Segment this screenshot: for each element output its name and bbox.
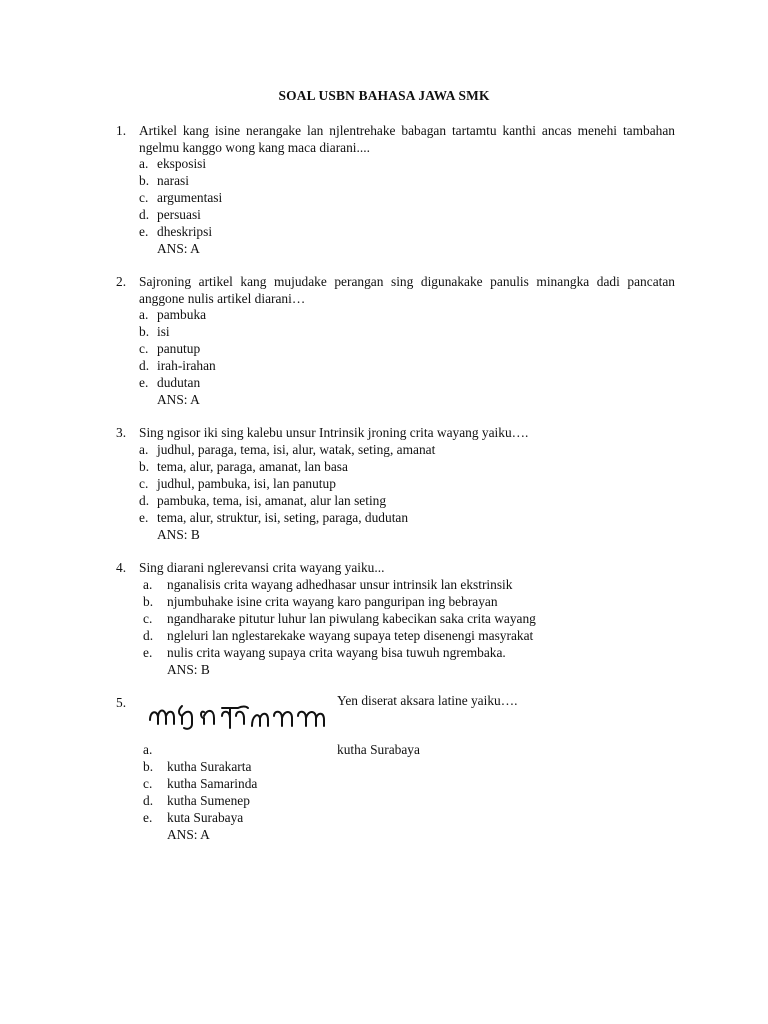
question-2-option-c: c. panutup xyxy=(139,341,201,356)
question-5-number: 5. xyxy=(116,695,127,710)
question-1-number: 1. xyxy=(116,123,127,138)
javanese-script-glyphs xyxy=(148,698,328,734)
document-title: SOAL USBN BAHASA JAWA SMK xyxy=(278,88,490,103)
question-1-text: Artikel kang isine nerangake lan njlentrehake babagan tartamtu kanthi ancas menehi tambahan ngelmu kanggo wong kang maca diarani.... xyxy=(139,123,675,155)
question-2-number: 2. xyxy=(116,274,127,289)
question-2-option-e: e. dudutan xyxy=(139,375,201,390)
question-5-answer: ANS: A xyxy=(167,827,210,842)
question-3-option-a: a. judhul, paraga, tema, isi, alur, watak, seting, amanat xyxy=(139,442,436,457)
question-2-text: Sajroning artikel kang mujudake perangan sing digunakake panulis minangka dadi pancatan anggone nulis artikel diarani… xyxy=(139,274,675,306)
question-4-text: Sing diarani nglerevansi crita wayang yaiku... xyxy=(139,560,385,575)
question-5-option-a-letter: a. xyxy=(143,742,153,757)
question-1-option-a: a. eksposisi xyxy=(139,156,207,171)
question-2-option-a: a. pambuka xyxy=(139,307,207,322)
question-3-option-e: e. tema, alur, struktur, isi, seting, paraga, dudutan xyxy=(139,510,409,525)
question-4-option-a: a. nganalisis crita wayang adhedhasar unsur intrinsik lan ekstrinsik xyxy=(143,577,513,592)
question-5-option-e: e. kuta Surabaya xyxy=(143,810,244,825)
question-1-option-b: b. narasi xyxy=(139,173,189,188)
question-3-number: 3. xyxy=(116,425,127,440)
question-3-text: Sing ngisor iki sing kalebu unsur Intrinsik jroning crita wayang yaiku…. xyxy=(139,425,529,440)
question-4-option-c: c. ngandharake pitutur luhur lan piwulang kabecikan saka crita wayang xyxy=(143,611,536,626)
question-2-option-b: b. isi xyxy=(139,324,170,339)
question-5-option-b: b. kutha Surakarta xyxy=(143,759,252,774)
question-5-option-a-text: kutha Surabaya xyxy=(337,742,420,757)
question-4-answer: ANS: B xyxy=(167,662,210,677)
question-3-option-c: c. judhul, pambuka, isi, lan panutup xyxy=(139,476,336,491)
question-1-option-c: c. argumentasi xyxy=(139,190,223,205)
question-5-text: Yen diserat aksara latine yaiku…. xyxy=(337,693,518,708)
question-5-option-c: c. kutha Samarinda xyxy=(143,776,258,791)
question-1-answer: ANS: A xyxy=(157,241,200,256)
question-3-answer: ANS: B xyxy=(157,527,200,542)
question-2-answer: ANS: A xyxy=(157,392,200,407)
question-5-option-d: d. kutha Sumenep xyxy=(143,793,250,808)
question-3-option-b: b. tema, alur, paraga, amanat, lan basa xyxy=(139,459,348,474)
question-4-option-b: b. njumbuhake isine crita wayang karo panguripan ing bebrayan xyxy=(143,594,498,609)
question-4-option-e: e. nulis crita wayang supaya crita wayang bisa tuwuh ngrembaka. xyxy=(143,645,506,660)
question-3-option-d: d. pambuka, tema, isi, amanat, alur lan seting xyxy=(139,493,387,508)
javanese-script-image xyxy=(148,698,328,738)
question-1-option-e: e. dheskripsi xyxy=(139,224,213,239)
question-4-number: 4. xyxy=(116,560,127,575)
question-2-option-d: d. irah-irahan xyxy=(139,358,216,373)
question-1-option-d: d. persuasi xyxy=(139,207,201,222)
question-4-option-d: d. ngleluri lan nglestarekake wayang supaya tetep disenengi masyrakat xyxy=(143,628,534,643)
